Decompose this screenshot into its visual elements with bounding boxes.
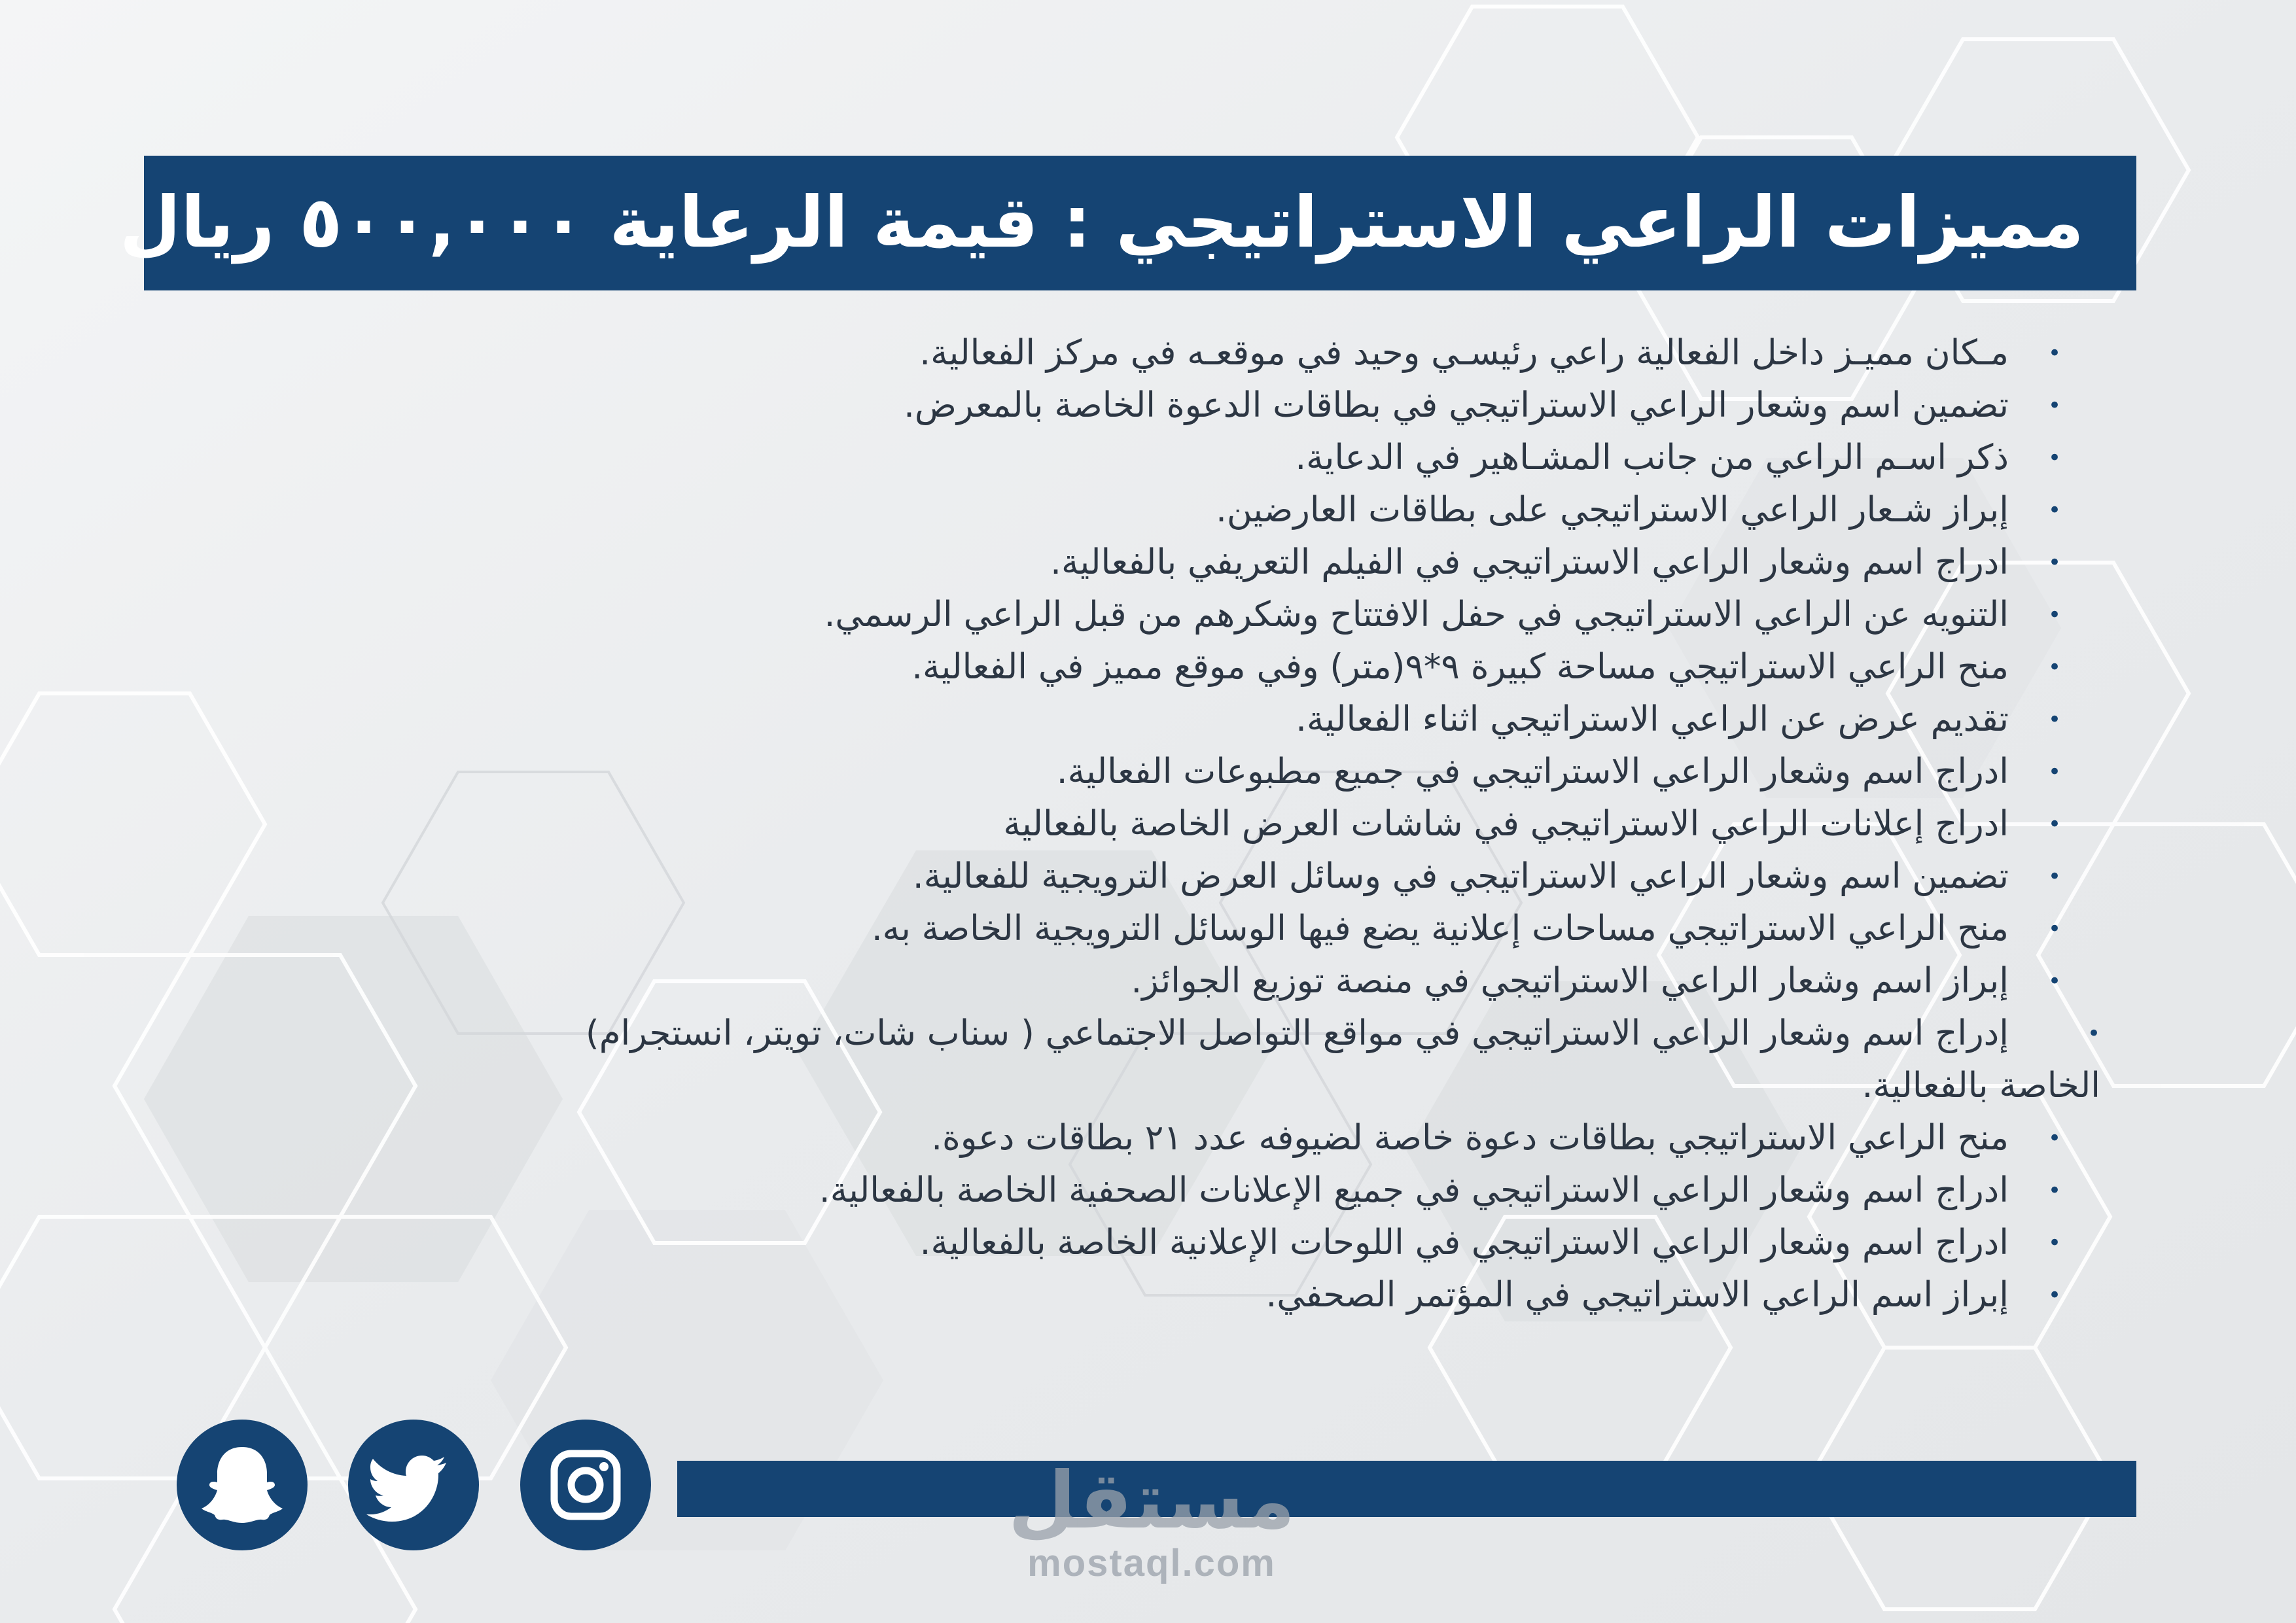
list-item (164, 693, 2100, 746)
list-item (164, 327, 2100, 379)
list-item-text: منح الراعي الاستراتيجي مساحة كبيرة ٩*٩(متر) وفي موقع مميز في الفعالية. (911, 647, 2009, 687)
list-item-text: مـكان مميـز داخل الفعالية راعي رئيسـي وحيد في موقعـه في مركز الفعالية. (919, 333, 2009, 373)
list-item-text: ادراج اسم وشعار الراعي الاستراتيجي في جميع الإعلانات الصحفية الخاصة بالفعالية. (819, 1170, 2009, 1210)
twitter-icon[interactable] (348, 1420, 479, 1550)
list-item-text: ذكر اسـم الراعي من جانب المشـاهير في الدعاية. (1295, 438, 2009, 478)
bullet: • (2047, 602, 2062, 628)
list-item (164, 1217, 2100, 1269)
bullet: • (2047, 916, 2062, 942)
bullet: • (2047, 654, 2062, 680)
bullet: • (2047, 1230, 2062, 1256)
list-item (164, 379, 2100, 432)
bullet: • (2047, 1282, 2062, 1308)
instagram-icon[interactable] (520, 1420, 651, 1550)
bullet: • (2047, 393, 2062, 419)
list-item-text: ادراج إعلانات الراعي الاستراتيجي في شاشات العرض الخاصة بالفعالية (1003, 804, 2009, 844)
bullet: • (2047, 1125, 2062, 1151)
bullet: • (2047, 811, 2062, 837)
list-item-text: منح الراعي الاستراتيجي مساحات إعلانية يضع فيها الوسائل الترويجية الخاصة به. (871, 909, 2009, 949)
bullet: • (2047, 550, 2062, 576)
list-item-text: ادراج اسم وشعار الراعي الاستراتيجي في اللوحات الإعلانية الخاصة بالفعالية. (919, 1223, 2009, 1263)
list-item (164, 798, 2100, 850)
list-item (164, 955, 2100, 1007)
list-item (164, 746, 2100, 798)
list-item-text: إبراز اسم وشعار الراعي الاستراتيجي في منصة توزيع الجوائز. (1131, 961, 2009, 1001)
bullet: • (2047, 497, 2062, 523)
bullet: • (2047, 968, 2062, 994)
list-item-text: إبراز اسم الراعي الاستراتيجي في المؤتمر الصحفي. (1265, 1275, 2009, 1315)
list-item (164, 903, 2100, 955)
list-item-text: منح الراعي الاستراتيجي بطاقات دعوة خاصة لضيوفه عدد ٢١ بطاقات دعوة. (931, 1118, 2009, 1158)
list-item (164, 1164, 2100, 1217)
list-item-long (164, 1007, 2100, 1060)
list-item-text: تقديم عرض عن الراعي الاستراتيجي اثناء الفعالية. (1296, 699, 2009, 739)
list-item (164, 1269, 2100, 1321)
list-item (164, 1112, 2100, 1164)
list-item-text: إبراز شـعار الراعي الاستراتيجي على بطاقات العارضين. (1216, 490, 2009, 530)
list-item-text: تضمين اسم وشعار الراعي الاستراتيجي في بطاقات الدعوة الخاصة بالمعرض. (904, 385, 2009, 425)
bullet: • (2047, 707, 2062, 733)
list-item (164, 484, 2100, 536)
bullet: • (2087, 1021, 2100, 1047)
title-banner (119, 156, 2136, 290)
list-item-continuation (164, 1060, 2100, 1112)
list-item-text: إدراج اسم وشعار الراعي الاستراتيجي في مواقع التواصل الاجتماعي ( سناب شات، تويتر، انستجرام) (586, 1013, 2009, 1053)
benefits-list (164, 327, 2100, 1321)
list-item (164, 850, 2100, 903)
list-item-text-continued: الخاصة بالفعالية. (1862, 1066, 2100, 1106)
bullet: • (2047, 340, 2062, 366)
watermark-url: mostaql.com (1027, 1542, 1276, 1584)
list-item-text: تضمين اسم وشعار الراعي الاستراتيجي في وسائل العرض الترويجية للفعالية. (912, 856, 2009, 896)
list-item (164, 432, 2100, 484)
bullet: • (2047, 1178, 2062, 1204)
list-item (164, 641, 2100, 693)
footer-bar (677, 1461, 2136, 1517)
list-item (164, 589, 2100, 641)
list-item (164, 536, 2100, 589)
list-item-text: التنويه عن الراعي الاستراتيجي في حفل الافتتاح وشكرهم من قبل الراعي الرسمي. (824, 595, 2009, 635)
list-item-text: ادراج اسم وشعار الراعي الاستراتيجي في جميع مطبوعات الفعالية. (1056, 752, 2009, 792)
page-title: مميزات الراعي الاستراتيجي : قيمة الرعاية ٥٠٠,٠٠٠ ريال (119, 182, 2084, 264)
list-item-text: ادراج اسم وشعار الراعي الاستراتيجي في الفيلم التعريفي بالفعالية. (1050, 542, 2009, 582)
snapchat-icon[interactable] (177, 1420, 308, 1550)
bullet: • (2047, 445, 2062, 471)
watermark (1008, 1456, 1296, 1584)
bullet: • (2047, 864, 2062, 890)
watermark-logo-text: مستقل (1008, 1456, 1296, 1546)
bullet: • (2047, 759, 2062, 785)
